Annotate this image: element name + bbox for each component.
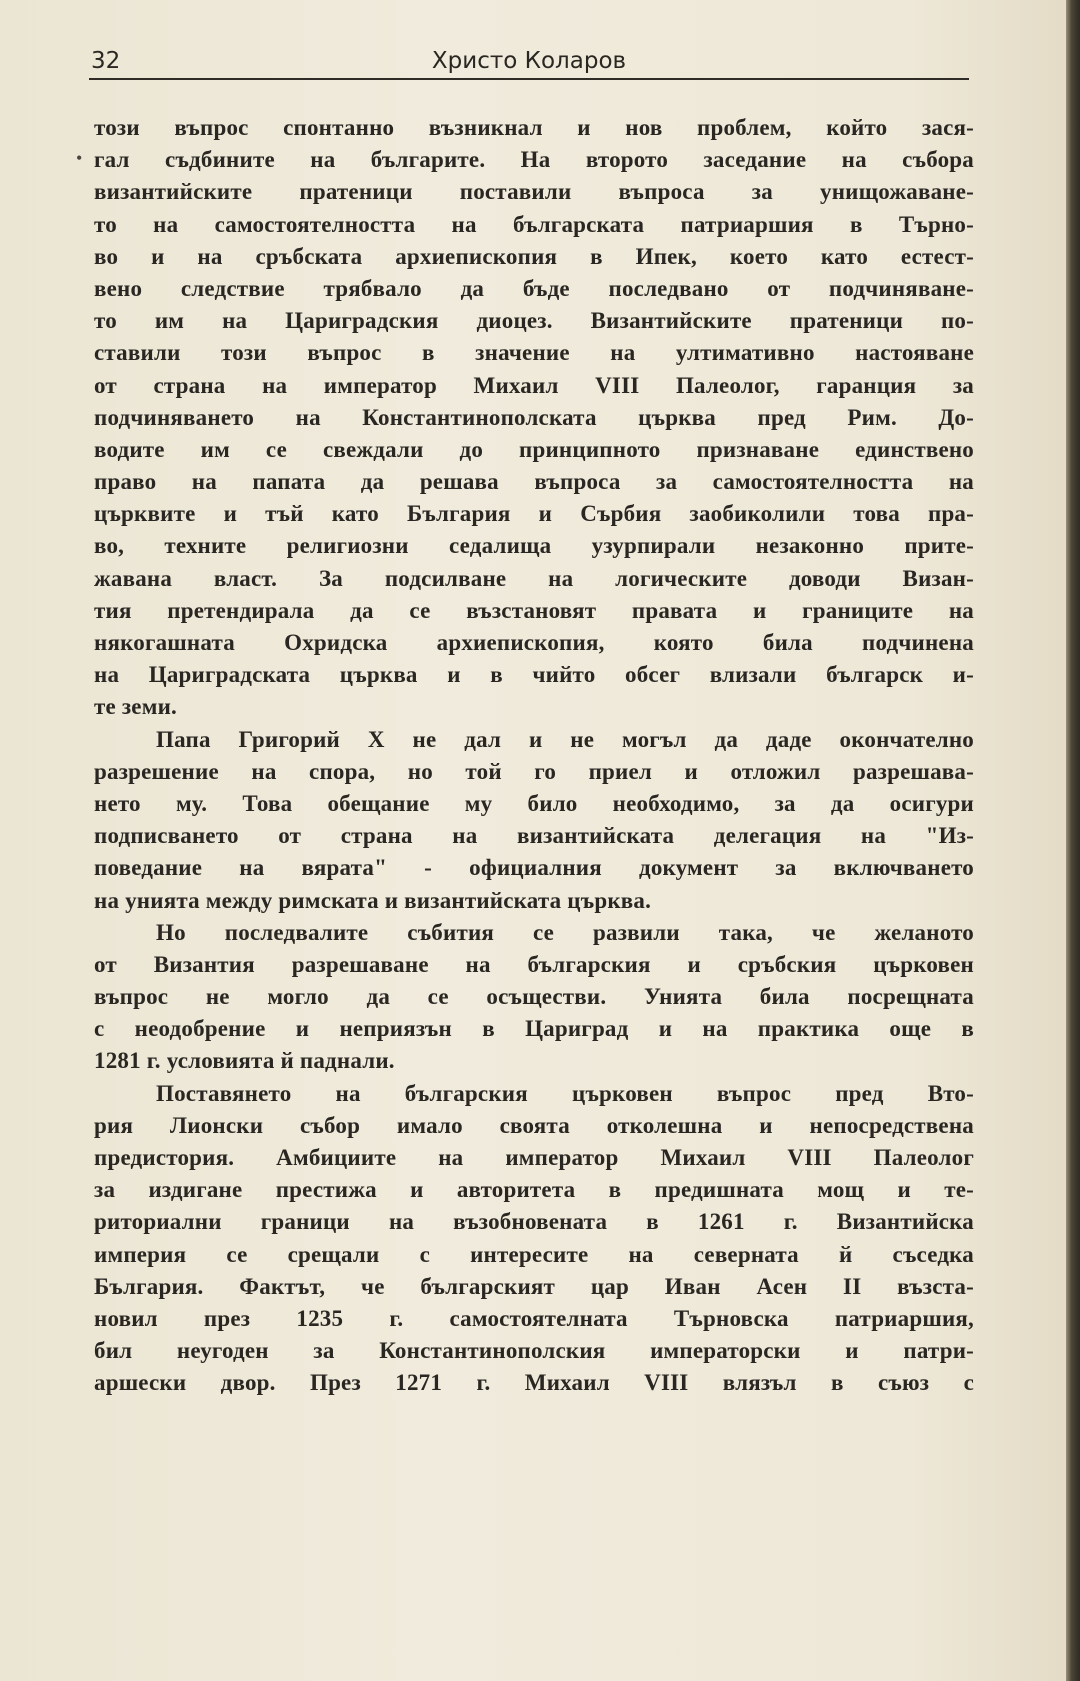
text-line: аршески двор. През 1271 г. Михаил VIII влязъл в съюз с [94,1370,974,1396]
text-line: поведание на вярата" - официалния документ за включването [94,855,974,881]
text-line: този въпрос спонтанно възникнал и нов проблем, който зася- [94,115,974,140]
text-line: жавана власт. За подсилване на логическите доводи Визан- [94,565,974,591]
text-line: право на папата да решава въпроса за самостоятелността на [94,469,974,495]
text-line: на Цариградската църква и в чийто обсег влизали българск и- [94,662,974,688]
page-header [89,44,969,80]
text-line: византийските пратеници поставили въпроса за унищожаване- [94,179,974,205]
text-line: риториални граници на възобновената в 1261 г. Византийска [94,1209,974,1235]
text-line: ставили този въпрос в значение на ултимативно настояване [94,340,974,366]
text-line: с неодобрение и неприязън в Цариград и на практика още в [94,1016,974,1042]
text-line: за издигане престижа и авторитета в предишната мощ и те- [94,1177,974,1203]
text-line: разрешение на спора, но той го приел и отложил разрешава- [94,758,974,784]
text-line: от страна на император Михаил VIII Палеолог, гаранция за [94,372,974,398]
paragraph-start: Поставянето на българския църковен въпрос пред Вто- [156,1080,974,1106]
margin-mark: • [76,148,83,168]
text-line: от Византия разрешаване на българския и сръбския църковен [94,951,974,977]
text-line: то на самостоятелността на българската патриаршия в Търно- [94,211,974,237]
text-line: въпрос не могло да се осъществи. Унията била посрещната [94,984,974,1010]
text-line: подписването от страна на византийската делегация на "Из- [94,823,974,849]
text-line: 1281 г. условията й паднали. [94,1048,395,1074]
text-line: новил през 1235 г. самостоятелната Търновска патриаршия, [94,1305,974,1331]
text-line: во, техните религиозни седалища узурпирали незаконно прите- [94,533,974,559]
text-line: тия претендирала да се възстановят правата и границите на [94,597,974,623]
running-title: Христо Коларов [431,48,627,74]
text-line: бил неугоден за Константинополския императорски и патри- [94,1338,974,1364]
text-line: предистория. Амбициите на император Михаил VIII Палеолог [94,1145,974,1170]
text-line: то им на Цариградския диоцез. Византийските пратеници по- [94,308,974,334]
text-line: империя се срещали с интересите на северната й съседка [94,1241,974,1267]
page-number: 32 [91,48,121,74]
text-line: водите им се свеждали до принципното признаване единствено [94,436,974,462]
body-text [94,112,974,1400]
text-line: гал съдбините на българите. На второто заседание на събора [94,147,974,173]
text-line: на унията между римската и византийската църква. [94,887,652,913]
text-line: рия Лионски събор имало своята отколешна и непосредствена [94,1112,974,1138]
page-edge-shadow [1066,0,1080,1681]
text-line: нето му. Това обещание му било необходимо, за да осигури [94,790,974,816]
paragraph-start: Папа Григорий Х не дал и не могъл да даде окончателно [156,726,974,752]
paragraph-start: Но последвалите събития се развили така, че желаното [156,919,974,945]
text-line: църквите и тъй като България и Сърбия заобиколили това пра- [94,501,974,527]
text-line: вено следствие трябвало да бъде последвано от подчиняване- [94,275,974,301]
text-line: те земи. [94,694,177,720]
text-line: во и на сръбската архиепископия в Ипек, което като естест- [94,243,974,269]
text-line: някогашната Охридска архиепископия, която била подчинена [94,630,974,655]
text-line: подчиняването на Константинополската църква пред Рим. До- [94,404,974,430]
text-line: България. Фактът, че българският цар Иван Асен II възста- [94,1273,974,1299]
